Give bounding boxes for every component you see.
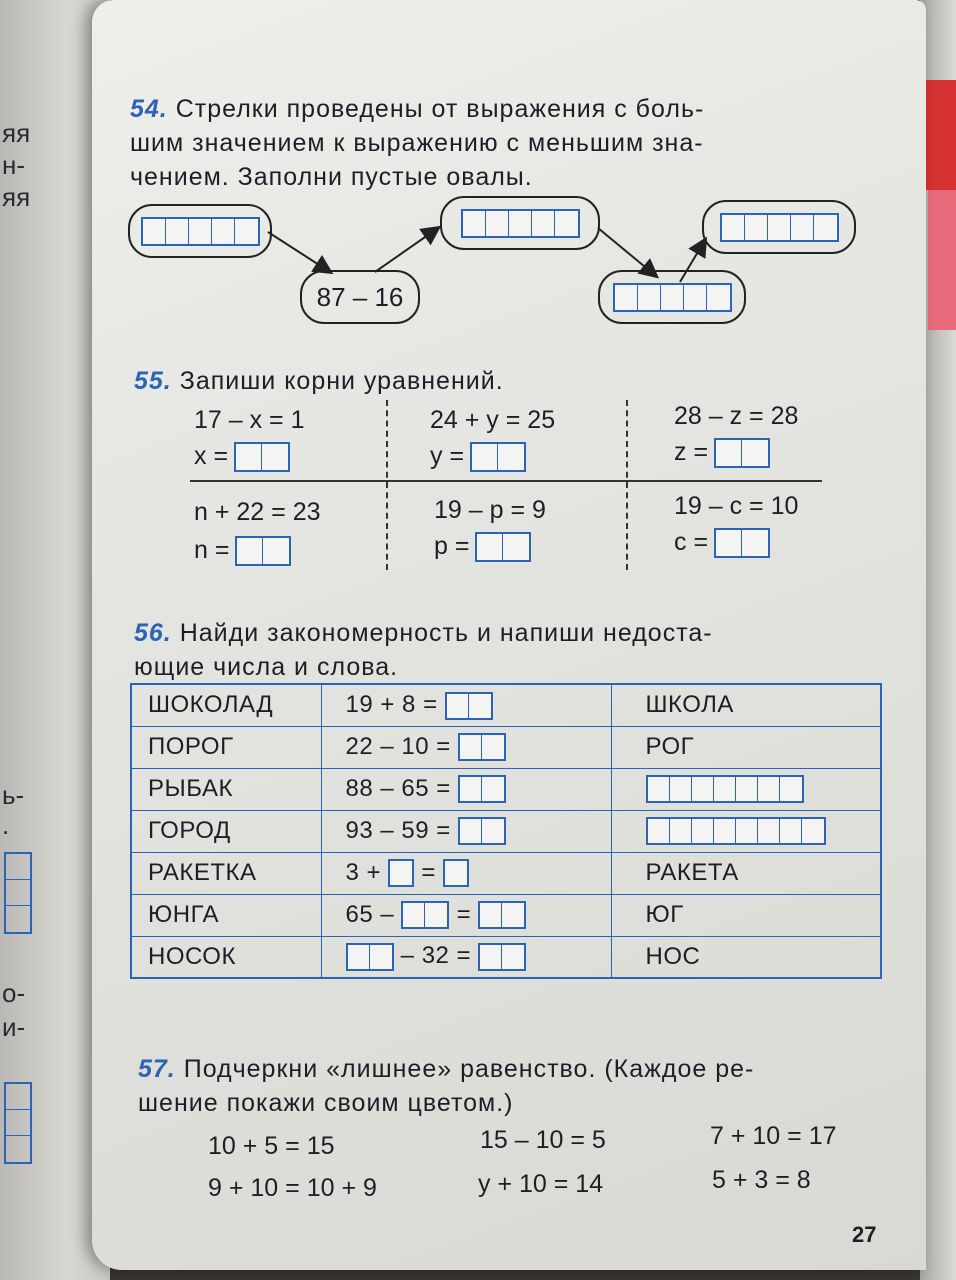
equality[interactable]: 9 + 10 = 10 + 9 <box>208 1174 377 1202</box>
answer-boxes[interactable] <box>461 209 580 238</box>
word-cell: РАКЕТКА <box>131 852 321 894</box>
page-number: 27 <box>852 1222 877 1247</box>
variable-label: x = <box>194 442 229 470</box>
answer-boxes[interactable] <box>613 283 732 312</box>
table-row <box>131 810 881 852</box>
expression-oval <box>300 270 420 324</box>
task-text-line: шим значением к выражению с меньшим зна- <box>130 129 704 157</box>
variable-label: y = <box>430 442 465 470</box>
table-row <box>131 684 881 726</box>
table-row <box>131 726 881 768</box>
task-number: 55. <box>134 367 172 395</box>
expression-cell <box>321 852 611 894</box>
equation-answer <box>674 528 770 558</box>
equality[interactable]: y + 10 = 14 <box>478 1170 604 1198</box>
table-row <box>131 852 881 894</box>
answer-boxes[interactable] <box>475 532 531 562</box>
result-cell: РАКЕТА <box>611 852 881 894</box>
result-cell: РОГ <box>611 726 881 768</box>
word-cell: ГОРОД <box>131 810 321 852</box>
equation: 19 – p = 9 <box>434 496 546 524</box>
task-number: 54. <box>130 95 168 123</box>
answer-boxes[interactable] <box>234 442 290 472</box>
answer-boxes[interactable] <box>141 217 260 246</box>
result-cell <box>611 810 881 852</box>
task-text-line: Запиши корни уравнений. <box>179 367 504 395</box>
equation: 19 – c = 10 <box>674 492 799 520</box>
grid-divider <box>386 400 388 570</box>
expression-text: 22 – 10 = <box>345 732 451 760</box>
task-text-line: ющие числа и слова. <box>134 653 399 681</box>
task-number: 57. <box>138 1055 176 1083</box>
answer-boxes[interactable] <box>478 943 526 971</box>
answer-boxes[interactable] <box>388 859 414 887</box>
left-text-fragment: яя <box>2 182 31 212</box>
equality[interactable]: 5 + 3 = 8 <box>712 1166 811 1194</box>
word-cell: НОСОК <box>131 936 321 978</box>
left-text-fragment: о- <box>2 978 26 1008</box>
word-cell: ПОРОГ <box>131 726 321 768</box>
answer-boxes[interactable] <box>443 859 469 887</box>
variable-label: p = <box>434 532 470 560</box>
grid-divider <box>626 400 628 570</box>
variable-label: n = <box>194 536 230 564</box>
empty-oval <box>128 204 272 258</box>
expression-cell <box>321 936 611 978</box>
result-cell: НОС <box>611 936 881 978</box>
equation-answer <box>674 438 770 468</box>
equality[interactable]: 10 + 5 = 15 <box>208 1132 335 1160</box>
left-text-fragment: . <box>2 810 10 840</box>
word-cell: ЮНГА <box>131 894 321 936</box>
variable-label: c = <box>674 528 709 556</box>
word-cell: ШОКОЛАД <box>131 684 321 726</box>
answer-boxes[interactable] <box>470 442 526 472</box>
equation-answer <box>194 536 291 566</box>
expression-text: 93 – 59 = <box>345 816 451 844</box>
left-text-fragment: н- <box>2 150 26 180</box>
answer-boxes[interactable] <box>714 438 770 468</box>
task-text-line: Подчеркни «лишнее» равенство. (Каждое ре- <box>183 1055 755 1083</box>
word-answer-boxes[interactable] <box>646 817 826 845</box>
expression-cell <box>321 684 611 726</box>
equation-answer <box>194 442 290 472</box>
answer-boxes[interactable] <box>478 901 526 929</box>
expression-cell <box>321 894 611 936</box>
result-cell <box>611 768 881 810</box>
answer-boxes[interactable] <box>401 901 449 929</box>
equation: n + 22 = 23 <box>194 498 321 526</box>
task-text-line: чением. Заполни пустые овалы. <box>130 163 533 191</box>
answer-boxes[interactable] <box>445 692 493 720</box>
equation-answer <box>434 532 531 562</box>
task-text-line: Стрелки проведены от выражения с боль- <box>175 95 705 123</box>
expression-text: 19 + 8 = <box>345 690 438 718</box>
equation: 17 – x = 1 <box>194 406 305 434</box>
pattern-table <box>130 683 882 979</box>
expression-text: = <box>421 858 436 886</box>
table-row <box>131 894 881 936</box>
word-answer-boxes[interactable] <box>646 775 804 803</box>
expression-cell <box>321 768 611 810</box>
expression-text: 65 – <box>345 900 395 928</box>
equations-grid <box>190 400 830 570</box>
equality[interactable]: 15 – 10 = 5 <box>480 1126 606 1154</box>
grid-divider <box>190 480 822 482</box>
result-cell: ЮГ <box>611 894 881 936</box>
equality[interactable]: 7 + 10 = 17 <box>710 1122 837 1150</box>
answer-boxes[interactable] <box>235 536 291 566</box>
task-number: 56. <box>134 619 172 647</box>
answer-boxes[interactable] <box>458 733 506 761</box>
result-cell: ШКОЛА <box>611 684 881 726</box>
empty-oval <box>440 196 600 250</box>
answer-boxes[interactable] <box>346 943 394 971</box>
expression-text: 3 + <box>345 858 382 886</box>
table-row <box>131 768 881 810</box>
left-text-fragment: ь- <box>2 780 25 810</box>
task-55-text <box>134 364 864 398</box>
equation-answer <box>430 442 526 472</box>
empty-oval <box>702 200 856 254</box>
task-56-text <box>134 616 864 684</box>
word-cell: РЫБАК <box>131 768 321 810</box>
expression-cell <box>321 810 611 852</box>
left-text-fragment: и- <box>2 1012 26 1042</box>
answer-boxes[interactable] <box>720 213 839 242</box>
answer-boxes[interactable] <box>458 817 506 845</box>
given-expression: 87 – 16 <box>316 281 404 312</box>
expression-text: 88 – 65 = <box>345 774 451 802</box>
answer-boxes[interactable] <box>714 528 770 558</box>
task-57-text <box>138 1052 868 1120</box>
task-text-line: шение покажи своим цветом.) <box>138 1089 514 1117</box>
expression-text: = <box>456 900 472 928</box>
expression-text: – 32 = <box>400 942 472 970</box>
equation: 28 – z = 28 <box>674 402 799 430</box>
expression-cell <box>321 726 611 768</box>
left-text-fragment: яя <box>2 118 31 148</box>
empty-oval <box>598 270 746 324</box>
task-text-line: Найди закономерность и напиши недоста- <box>179 619 713 647</box>
equation: 24 + y = 25 <box>430 406 556 434</box>
variable-label: z = <box>674 438 709 466</box>
table-row <box>131 936 881 978</box>
answer-boxes[interactable] <box>458 775 506 803</box>
